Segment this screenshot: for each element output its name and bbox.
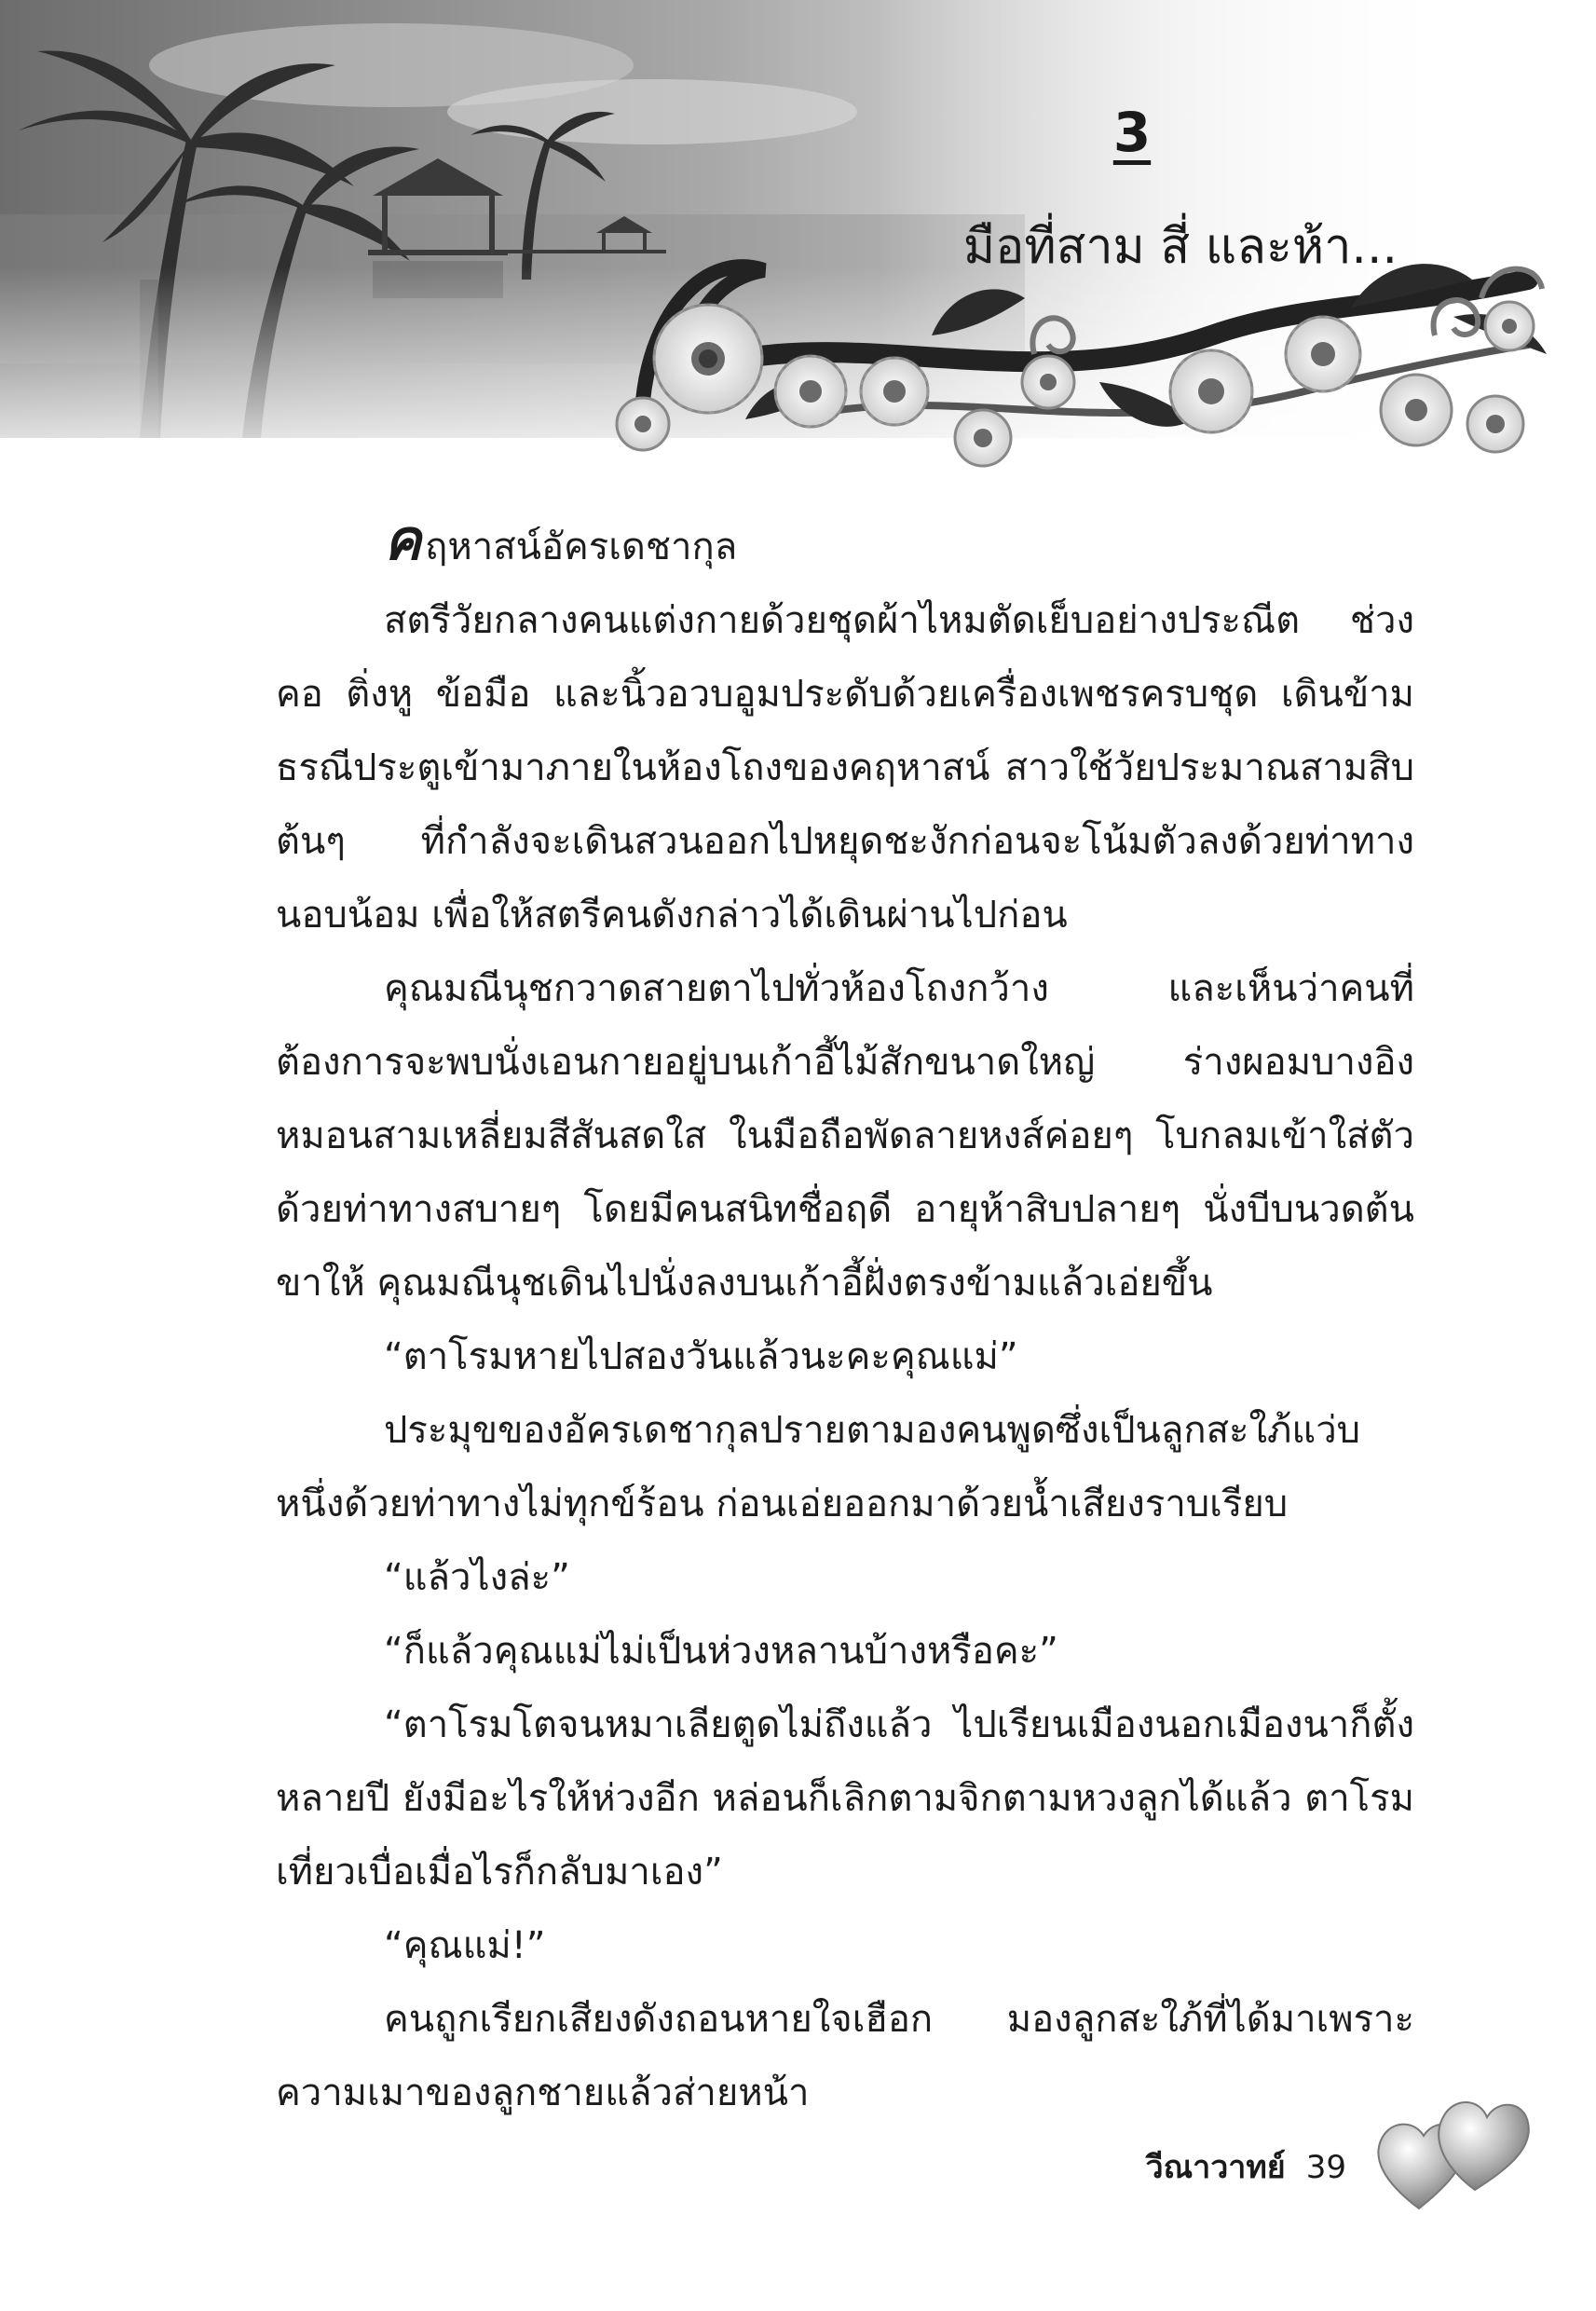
paragraph: “ก็แล้วคุณแม่ไม่เป็นห่วงหลานบ้างหรือคะ”: [384, 1630, 1058, 1673]
body-text: [276, 508, 1414, 2130]
chapter-number: 3: [1112, 101, 1152, 164]
book-title: วีณาวาทย์: [1145, 2149, 1286, 2186]
paragraph: “ตาโรมโตจนหมาเลียตูดไม่ถึงแล้ว ไปเรียนเมืองนอกเมืองนาก็ตั้งหลายปี ยังมีอะไรให้ห่วงอีก หล่อนก็เลิกตามจิกตามหวงลูกได้แล้ว ตาโรมเที่ยวเบื่อเมื่อไรก็กลับมาเอง”: [276, 1703, 1414, 1894]
drop-cap: ค: [384, 508, 422, 573]
paragraph: คฤหาสน์อัครเดชากุล: [384, 508, 738, 573]
hearts-icon: [1368, 2078, 1535, 2227]
paragraph: “คุณแม่!”: [384, 1924, 546, 1967]
page-footer: [1025, 2141, 1346, 2192]
paragraph: คนถูกเรียกเสียงดังถอนหายใจเฮือก มองลูกสะใภ้ที่ได้มาเพราะความเมาของลูกชายแล้วส่ายหน้า: [276, 1998, 1414, 2114]
paragraph: คุณมณีนุชกวาดสายตาไปทั่วห้องโถงกว้าง และเห็นว่าคนที่ต้องการจะพบนั่งเอนกายอยู่บนเก้าอี้ไม้สักขนาดใหญ่ ร่างผอมบางอิงหมอนสามเหลี่ยมสีสันสดใส ในมือถือพัดลายหงส์ค่อยๆ โบกลมเข้าใส่ตัวด้วยท่าทางสบายๆ โดยมีคนสนิทชื่อฤดี อายุห้าสิบปลายๆ นั่งบีบนวดต้นขาให้ คุณมณีนุชเดินไปนั่งลงบนเก้าอี้ฝั่งตรงข้ามแล้วเอ่ยขึ้น: [276, 967, 1414, 1305]
paragraph: สตรีวัยกลางคนแต่งกายด้วยชุดผ้าไหมตัดเย็บอย่างประณีต ช่วงคอ ติ่งหู ข้อมือ และนิ้วอวบอูมประดับด้วยเครื่องเพชรครบชุด เดินข้ามธรณีประตูเข้ามาภายในห้องโถงของคฤหาสน์ สาวใช้วัยประมาณสามสิบต้นๆ ที่กำลังจะเดินสวนออกไปหยุดชะงักก่อนจะโน้มตัวลงด้วยท่าทางนอบน้อม เพื่อให้สตรีคนดังกล่าวได้เดินผ่านไปก่อน: [276, 599, 1414, 937]
page-number: 39: [1305, 2149, 1346, 2186]
paragraph: “ตาโรมหายไปสองวันแล้วนะคะคุณแม่”: [384, 1335, 1018, 1378]
paragraph: “แล้วไงล่ะ”: [384, 1556, 570, 1599]
paragraph: ประมุขของอัครเดชากุลปรายตามองคนพูดซึ่งเป็นลูกสะใภ้แว่บหนึ่งด้วยท่าทางไม่ทุกข์ร้อน ก่อนเอ่ยออกมาด้วยน้ำเสียงราบเรียบ: [276, 1409, 1361, 1525]
chapter-title: มือที่สาม สี่ และห้า...: [962, 219, 1398, 275]
